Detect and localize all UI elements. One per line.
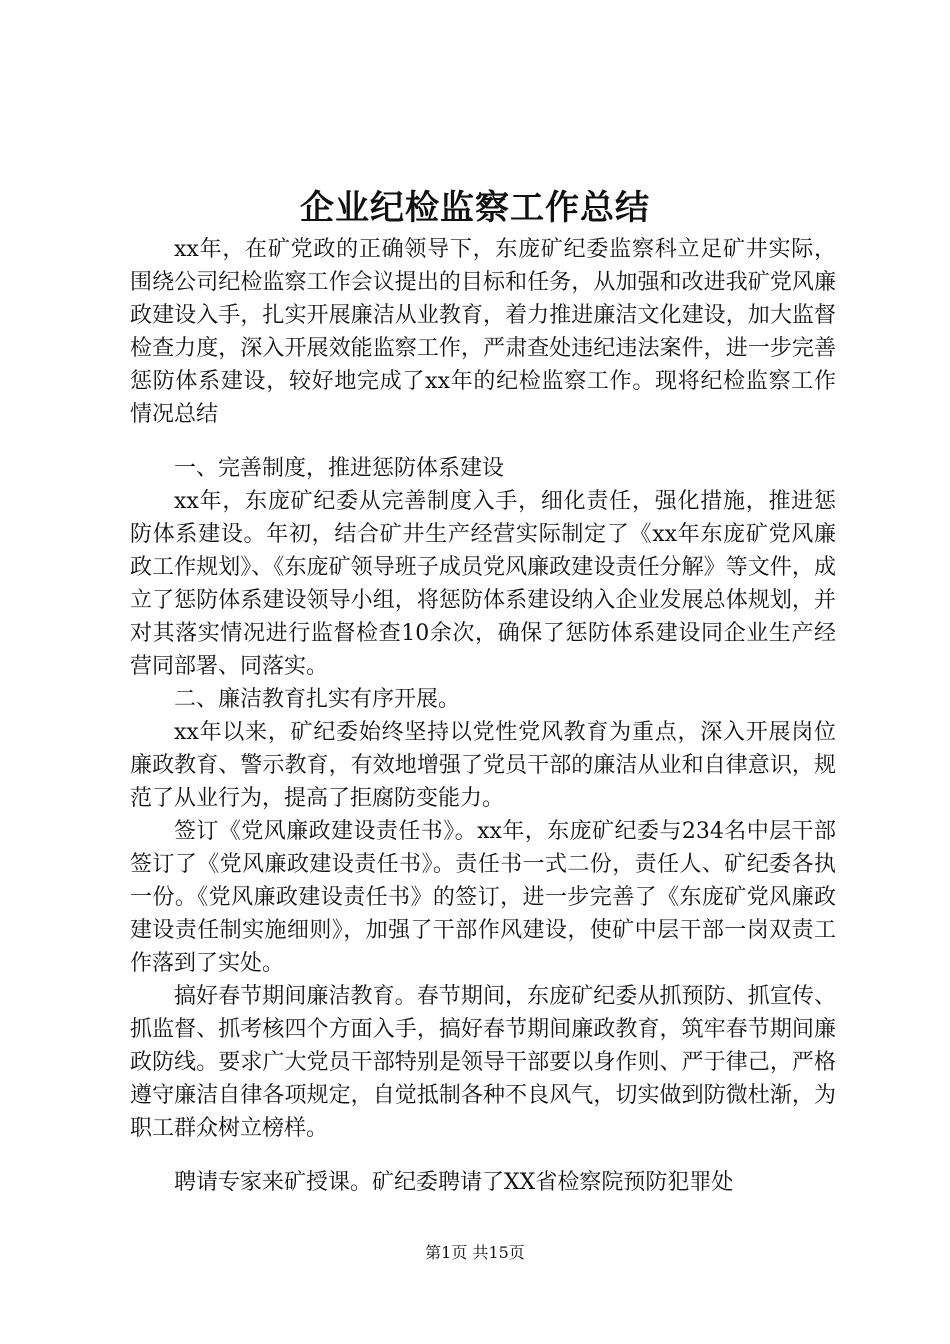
section-1-paragraph: xx年，东庞矿纪委从完善制度入手，细化责任，强化措施，推进惩防体系建设。年初，结合矿井生产经营实际制定了《xx年东庞矿党风廉政工作规划》、《东庞矿领导班子成员党风廉政建设责任分解》等文件，成立了惩防体系建设领导小组，将惩防体系建设纳入企业发展总体规划，并对其落实情况进行监督检查10余次，确保了惩防体系建设同企业生产经营同部署、同落实。: [130, 489, 836, 679]
page-number-footer: 第1页 共15页: [425, 1243, 525, 1262]
section-heading-2: 二、廉洁教育扎实有序开展。: [174, 687, 461, 712]
expert-lecture-paragraph: 聘请专家来矿授课。矿纪委聘请了XX省检察院预防犯罪处: [174, 1170, 734, 1195]
spring-festival-paragraph: 搞好春节期间廉洁教育。春节期间，东庞矿纪委从抓预防、抓宣传、抓监督、抓考核四个方面入手，搞好春节期间廉政教育，筑牢春节期间廉政防线。要求广大党员干部特别是领导干部要以身作则、严于律己，严格遵守廉洁自律各项规定，自觉抵制各种不良风气，切实做到防微杜渐，为职工群众树立榜样。: [130, 984, 836, 1141]
document-body: [130, 233, 836, 1199]
intro-paragraph: xx年，在矿党政的正确领导下，东庞矿纪委监察科立足矿井实际，围绕公司纪检监察工作会议提出的目标和任务，从加强和改进我矿党风廉政建设入手，扎实开展廉洁从业教育，着力推进廉洁文化建设，加大监督检查力度，深入开展效能监察工作，严肃查处违纪违法案件，进一步完善惩防体系建设，较好地完成了xx年的纪检监察工作。现将纪检监察工作情况总结: [130, 237, 836, 427]
responsibility-paragraph: 签订《党风廉政建设责任书》。xx年，东庞矿纪委与234名中层干部签订了《党风廉政建设责任书》。责任书一式二份，责任人、矿纪委各执一份。《党风廉政建设责任书》的签订，进一步完善了《东庞矿党风廉政建设责任制实施细则》，加强了干部作风建设，使矿中层干部一岗双责工作落到了实处。: [130, 819, 836, 976]
section-heading-1: 一、完善制度，推进惩防体系建设: [174, 456, 505, 481]
document-title: 企业纪检监察工作总结: [300, 188, 650, 228]
section-2-paragraph: xx年以来，矿纪委始终坚持以党性党风教育为重点，深入开展岗位廉政教育、警示教育，有效地增强了党员干部的廉洁从业和自律意识，规范了从业行为，提高了拒腐防变能力。: [130, 720, 836, 811]
